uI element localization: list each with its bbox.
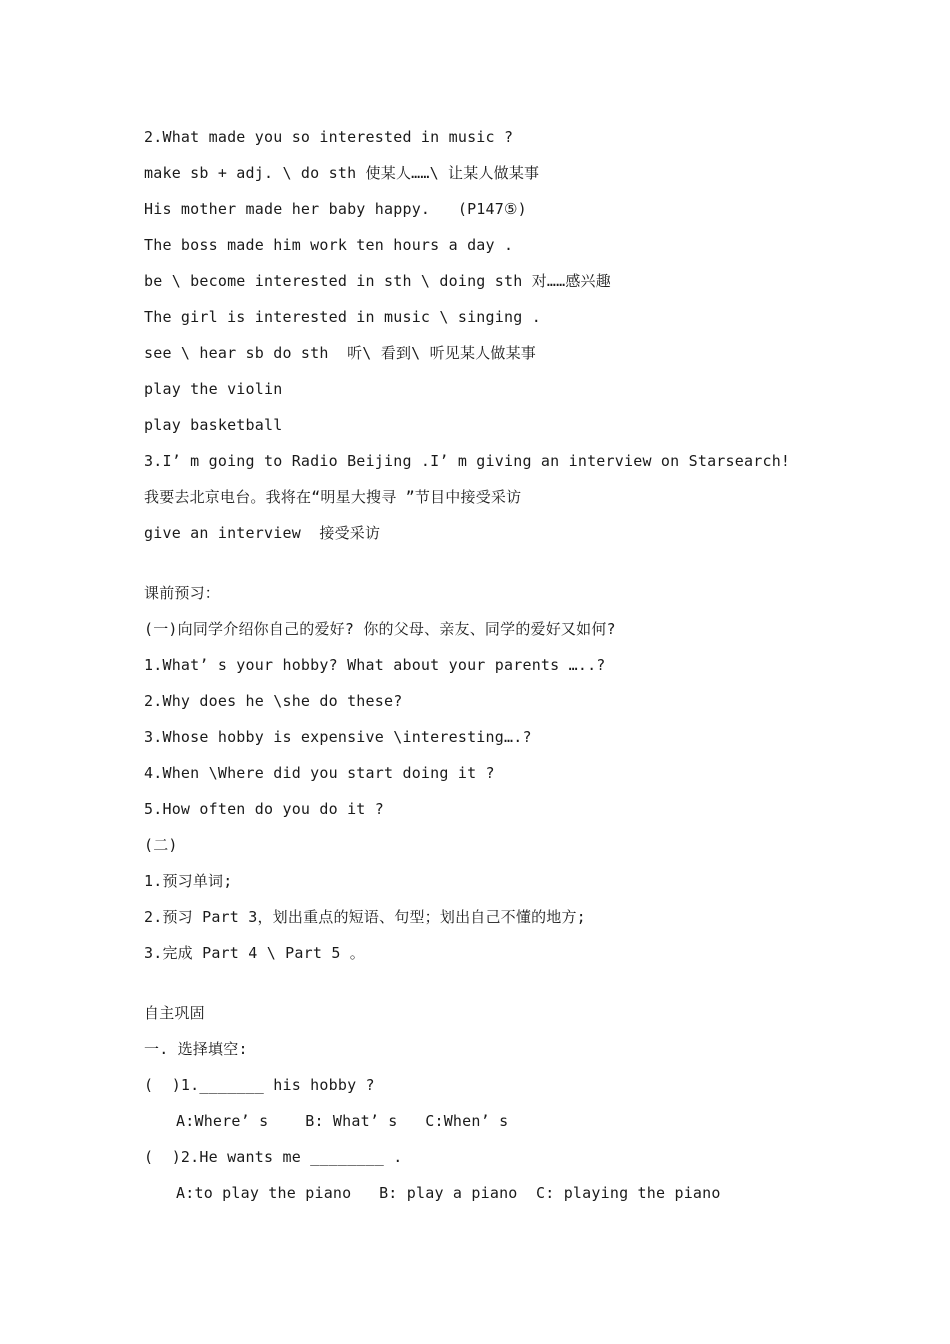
- question-item: 5.How often do you do it ?: [144, 800, 384, 818]
- text-line: make sb + adj. \ do sth 使某人……\ 让某人做某事: [144, 164, 540, 182]
- exercise-question: ( )2.He wants me ________ .: [144, 1148, 403, 1166]
- question-item: 1.What’ s your hobby? What about your parents …..?: [144, 656, 606, 674]
- exercise-options: A:to play the piano B: play a piano C: playing the piano: [176, 1184, 721, 1202]
- text-line: play basketball: [144, 416, 283, 434]
- exercise-question: ( )1._______ his hobby ?: [144, 1076, 375, 1094]
- text-line: His mother made her baby happy. (P147⑤): [144, 200, 527, 218]
- exercise-options: A:Where’ s B: What’ s C:When’ s: [176, 1112, 509, 1130]
- task-item: 3.完成 Part 4 \ Part 5 。: [144, 944, 365, 962]
- text-line: 3.I’ m going to Radio Beijing .I’ m giving an interview on Starsearch!: [144, 452, 791, 470]
- question-item: 4.When \Where did you start doing it ?: [144, 764, 495, 782]
- text-line: see \ hear sb do sth 听\ 看到\ 听见某人做某事: [144, 344, 537, 362]
- question-item: 2.Why does he \she do these?: [144, 692, 403, 710]
- text-line: be \ become interested in sth \ doing sth 对……感兴趣: [144, 272, 611, 290]
- subsection-title: (一)向同学介绍你自己的爱好? 你的父母、亲友、同学的爱好又如何?: [144, 620, 616, 638]
- text-line: play the violin: [144, 380, 283, 398]
- task-item: 2.预习 Part 3，划出重点的短语、句型；划出自己不懂的地方;: [144, 908, 586, 926]
- task-item: 1.预习单词;: [144, 872, 233, 890]
- subsection-title: 一. 选择填空:: [144, 1040, 248, 1058]
- subsection-title: (二): [144, 836, 178, 854]
- question-item: 3.Whose hobby is expensive \interesting….?: [144, 728, 532, 746]
- section-heading: 自主巩固: [144, 1004, 205, 1022]
- text-line: The boss made him work ten hours a day .: [144, 236, 514, 254]
- text-line: 我要去北京电台。我将在“明星大搜寻 ”节目中接受采访: [144, 488, 522, 506]
- text-line: The girl is interested in music \ singing .: [144, 308, 541, 326]
- text-line: 2.What made you so interested in music ?: [144, 128, 514, 146]
- text-line: give an interview 接受采访: [144, 524, 381, 542]
- section-heading: 课前预习：: [144, 584, 221, 602]
